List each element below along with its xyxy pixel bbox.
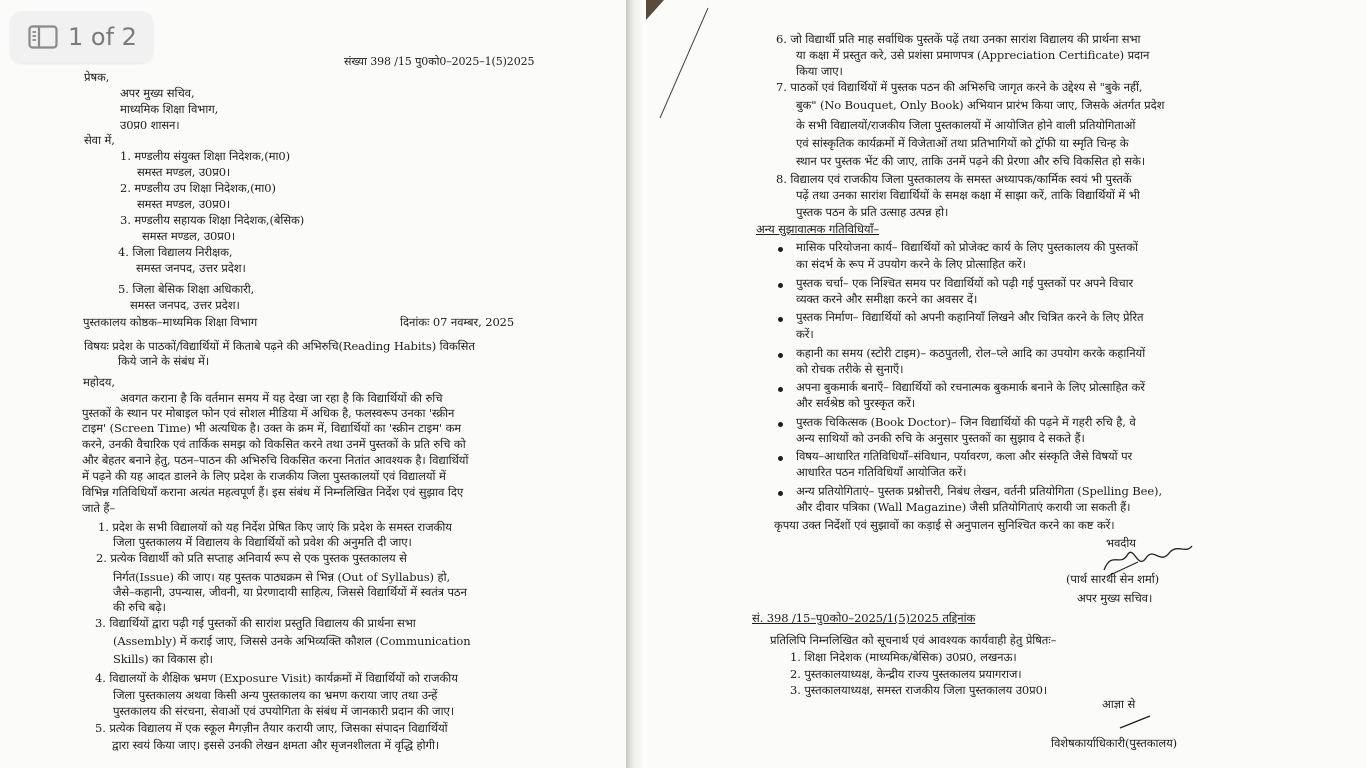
recipient-line: 3. मण्डलीय सहायक शिक्षा निदेशक,(बेसिक) (120, 213, 305, 227)
salutation: महोदय, (83, 375, 115, 389)
sender-line: अपर मुख्य सचिव, (120, 86, 195, 100)
subject-line: विषयः प्रदेश के पाठकों/विद्यार्थियों में किताबे पढ़ने की अभिरुचि(Reading Habits) विकसित (84, 339, 475, 353)
sender-line: उ0प्र0 शासन। (120, 118, 180, 132)
instruction-line: 4. विद्यालयों के शैक्षिक भ्रमण (Exposure Visit) कार्यक्रमों में विद्यार्थियों को राजकीय (95, 671, 458, 685)
instruction-line: 2. प्रत्येक विद्यार्थी को प्रति सप्ताह अनिवार्य रूप से एक पुस्तक पुस्तकालय से (96, 551, 407, 565)
activity-line: का संदर्भ के रूप में उपयोग करने के लिए प्रोत्साहित करें। (796, 257, 1026, 271)
instruction-line: 3. विद्यार्थियों द्वारा पढ़ी गई पुस्तकों की सारांश प्रस्तुति विद्यालय की प्रार्थना सभा (95, 616, 416, 630)
page-count-label: 1 of 2 (68, 23, 137, 51)
closing-line: कृपया उक्त निर्देशों एवं सुझावों का कड़ाई से अनुपालन सुनिश्चित करने का कष्ट करें। (774, 518, 1115, 532)
activity-line: आधारित पठन गतिविधियाँ आयोजित करें। (796, 465, 967, 479)
body-line: में पढ़ने की यह आदत डालने के लिए प्रदेश के राजकीय जिला पुस्तकालयों एवं विद्यालयों में (82, 469, 446, 483)
instruction-line: पुस्तकालय की संरचना, सेवाओं एवं उपयोगिता के संबंध में जानकारी प्रदान की जाए। (113, 704, 454, 718)
instruction-line: एवं सांस्कृतिक कार्यक्रमों में विजेताओं तथा प्रतिभागियों को ट्रॉफी या स्मृति चिन्ह के (796, 136, 1129, 150)
body-line: और बेहतर बनाने हेतु, पठन–पाठन की अभिरुचि विकसित करना नितांत आवश्यक है। विद्यार्थियों (82, 453, 469, 467)
letter-date: दिनांकः 07 नवम्बर, 2025 (400, 315, 515, 329)
regards: भवदीय (1106, 536, 1136, 550)
recipient-line: 2. मण्डलीय उप शिक्षा निदेशक,(मा0) (120, 181, 276, 195)
sidebar-toggle-icon[interactable] (28, 25, 58, 49)
instruction-line: या कक्षा में प्रस्तुत करे, उसे प्रशंसा प्रमाणपत्र (Appreciation Certificate) प्रदान (796, 48, 1150, 62)
bullet (778, 456, 783, 461)
bullet (778, 317, 783, 322)
instruction-line: के सभी विद्यालयों/राजकीय जिला पुस्तकालयों में आयोजित होने वाली प्रतियोगिताओं (796, 118, 1136, 132)
instruction-line: पढ़ें तथा उनका सारांश विद्यार्थियों के समक्ष कक्षा में साझा करें, ताकि विद्यार्थियों में भी (796, 188, 1140, 202)
recipient-line: 4. जिला विद्यालय निरीक्षक, (118, 245, 233, 259)
activity-line: और दीवार पत्रिका (Wall Magazine) जैसी प्रतियोगिताएं करायी जा सकती हैं। (796, 500, 1131, 514)
instruction-line: निर्गत(Issue) की जाए। यह पुस्तक पाठ्यक्रम से भिन्न (Out of Syllabus) हो, (113, 570, 451, 584)
recipient-line: 5. जिला बेसिक शिक्षा अधिकारी, (118, 282, 255, 296)
body-line: जाते हैं– (82, 501, 116, 515)
recipient-line: समस्त मण्डल, उ0प्र0। (137, 197, 231, 211)
instruction-line: पुस्तक पठन के प्रति उत्साह उत्पन्न हो। (796, 205, 949, 219)
by-order: आज्ञा से (1102, 697, 1136, 711)
instruction-line: जिला पुस्तकालय में विद्यालय के विद्यार्थियों को प्रवेश की अनुमति दी जाए। (113, 535, 412, 549)
instruction-line: किया जाए। (796, 64, 843, 78)
recipient-line: समस्त जनपद, उत्तर प्रदेश। (130, 298, 240, 312)
instruction-line: जिला पुस्तकालय अथवा किसी अन्य पुस्तकालय का भ्रमण कराया जाए तथा उन्हें (113, 688, 438, 702)
body-line: अवगत कराना है कि वर्तमान समय में यह देखा जा रहा है कि विद्यार्थियों की रुचि (120, 391, 443, 405)
instruction-line: Skills) का विकास हो। (113, 652, 213, 666)
section-name: पुस्तकालय कोष्ठक–माध्यमिक शिक्षा विभाग (83, 315, 258, 329)
body-line: करने, उनकी वैचारिक एवं तार्किक समझ को विकसित करने तथा उनमें पुस्तकों के प्रति रुचि को (82, 437, 466, 451)
instruction-line: की रुचि बढ़े। (113, 600, 166, 614)
signatory-title: अपर मुख्य सचिव। (1077, 591, 1153, 605)
initial-mark (1116, 710, 1156, 732)
body-line: पुस्तकों के स्थान पर मोबाइल फोन एवं सोशल मीडिया में अधिक है, फलस्वरूप उनका 'स्क्रीन (82, 406, 455, 420)
instruction-line: द्वारा स्वयं किया जाए। इससे उनकी लेखन क्षमता और सृजनशीलता में वृद्धि होगी। (112, 738, 440, 752)
bullet (778, 491, 783, 496)
recipient-line: समस्त मण्डल, उ0प्र0। (137, 165, 231, 179)
sender-label: प्रेषक, (84, 70, 110, 84)
activity-line: पुस्तक चर्चा– एक निश्चित समय पर विद्यार्थियों को पढ़ी गई पुस्तकों पर अपने विचार (796, 276, 1134, 290)
instruction-line: 8. विद्यालय एवं राजकीय जिला पुस्तकालय के समस्त अध्यापक/कार्मिक स्वयं भी पुस्तकें (776, 172, 1132, 186)
activity-line: अपना बुकमार्क बनाएँ– विद्यार्थियों को रचनात्मक बुकमार्क बनाने के लिए प्रोत्साहित करें (796, 380, 1145, 394)
signatory-name: (पार्थ सारथी सेन शर्मा) (1066, 572, 1160, 586)
officer-title: विशेषकार्याधिकारी(पुस्तकालय) (1051, 736, 1178, 750)
activity-line: मासिक परियोजना कार्य– विद्यार्थियों को प्रोजेक्ट कार्य के लिए पुस्तकालय की पुस्तकों (796, 240, 1138, 254)
activity-line: और सर्वश्रेष्ठ को पुरस्कृत करें। (796, 396, 916, 410)
to-label: सेवा में, (84, 133, 115, 147)
document-page-2 (646, 0, 1366, 768)
instruction-line: 5. प्रत्येक विद्यालय में एक स्कूल मैगज़ीन तैयार करायी जाए, जिसका संपादन विद्यार्थियों (95, 721, 448, 735)
activity-line: करें। (796, 327, 814, 341)
page-indicator[interactable] (10, 11, 153, 63)
reference-number: संख्या 398 /15 पु0को0–2025–1(5)2025 (344, 55, 535, 68)
instruction-line: स्थान पर पुस्तक भेंट की जाए, ताकि उनमें पढ़ने की प्रेरणा और रुचि विकसित हो सके। (796, 154, 1146, 168)
copy-intro: प्रतिलिपि निम्नलिखित को सूचनार्थ एवं आवश्यक कार्यवाही हेतु प्रेषितः– (770, 633, 1057, 647)
copy-reference: सं. 398 /15–पु0को0–2025/1(5)2025 तद्दिनांक (752, 611, 976, 625)
bullet (778, 247, 783, 252)
activity-line: पुस्तक चिकित्सक (Book Doctor)– जिन विद्यार्थियों की पढ़ने में गहरी रुचि है, वे (796, 415, 1136, 429)
copy-recipient: 1. शिक्षा निदेशक (माध्यमिक/बेसिक) उ0प्र0, लखनऊ। (790, 650, 1017, 664)
bullet (778, 283, 783, 288)
instruction-line: बुक" (No Bouquet, Only Book) अभियान प्रारंभ किया जाए, जिसके अंतर्गत प्रदेश (796, 98, 1165, 112)
recipient-line: 1. मण्डलीय संयुक्त शिक्षा निदेशक,(मा0) (120, 149, 291, 163)
instruction-line: जैसे–कहानी, उपन्यास, जीवनी, या प्रेरणादायी साहित्य, जिससे विद्यार्थियों में स्वतंत्र पठन (113, 585, 467, 599)
recipient-line: समस्त मण्डल, उ0प्र0। (142, 229, 236, 243)
activities-heading: अन्य सुझावात्मक गतिविधियाँ– (756, 222, 880, 236)
bullet (778, 422, 783, 427)
sender-line: माध्यमिक शिक्षा विभाग, (120, 102, 219, 116)
copy-recipient: 3. पुस्तकालयाध्यक्ष, समस्त राजकीय जिला पुस्तकालय उ0प्र0। (790, 683, 1048, 697)
instruction-line: 6. जो विद्यार्थी प्रति माह सर्वाधिक पुस्तकें पढ़ें तथा उनका सारांश विद्यालय की प्रार्थना सभा (776, 32, 1141, 46)
body-line: विभिन्न गतिविधियाँ कराना अत्यंत महत्वपूर्ण हैं। इस संबंध में निम्नलिखित निर्देश एवं सुझाव दिए (82, 485, 464, 499)
copy-recipient: 2. पुस्तकालयाध्यक्ष, केन्द्रीय राज्य पुस्तकालय प्रयागराज। (790, 667, 1022, 681)
activity-line: कहानी का समय (स्टोरी टाइम)– कठपुतली, रोल–प्ले आदि का उपयोग करके कहानियों (796, 346, 1146, 360)
activity-line: अन्य साथियों को उनकी रुचि के अनुसार पुस्तकों का सुझाव दे सकते हैं। (796, 431, 1085, 445)
activity-line: व्यक्त करने और समीक्षा करने का अवसर दें। (796, 292, 978, 306)
body-line: टाइम' (Screen Time) भी अत्यधिक है। उक्त के क्रम में, विद्यार्थियों का 'स्क्रीन टाइम' कम (82, 421, 462, 435)
instruction-line: 1. प्रदेश के सभी विद्यालयों को यह निर्देश प्रेषित किए जाएं कि प्रदेश के समस्त राजकीय (98, 520, 452, 534)
instruction-line: 7. पाठकों एवं विद्यार्थियों में पुस्तक पठन की अभिरुचि जागृत करने के उद्देश्य से "बुके नहीं, (776, 80, 1143, 94)
document-page-1 (0, 0, 626, 768)
bullet (778, 353, 783, 358)
activity-line: अन्य प्रतियोगिताएं– पुस्तक प्रश्नोत्तरी, निबंध लेखन, वर्तनी प्रतियोगिता (Spelling Bee), (796, 484, 1162, 498)
activity-line: पुस्तक निर्माण– विद्यार्थियों को अपनी कहानियाँ लिखने और चित्रित करने के लिए प्रेरित (796, 310, 1144, 324)
activity-line: को रोचक तरीके से सुनाएँ। (796, 362, 904, 376)
recipient-line: समस्त जनपद, उत्तर प्रदेश। (136, 261, 246, 275)
page-gutter (626, 0, 646, 768)
activity-line: विषय–आधारित गतिविधियाँ–संविधान, पर्यावरण, कला और संस्कृति जैसे विषयों पर (796, 449, 1133, 463)
subject-line: किये जाने के संबंध में। (118, 354, 210, 368)
bullet (778, 387, 783, 392)
page-edge-mark (646, 0, 726, 130)
instruction-line: (Assembly) में कराई जाए, जिससे उनके अभिव्यक्ति कौशल (Communication (113, 634, 471, 648)
